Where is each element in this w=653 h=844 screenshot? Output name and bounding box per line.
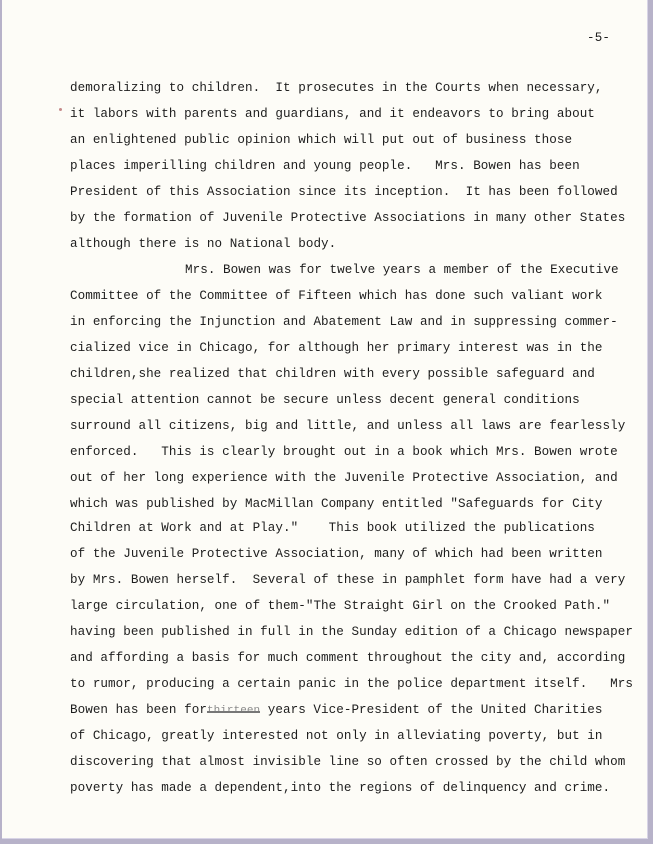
text-line: poverty has made a dependent,into the regions of delinquency and crime.: [70, 781, 611, 795]
struck-out-word: thirteen: [206, 705, 261, 717]
text-line: by Mrs. Bowen herself. Several of these in pamphlet form have had a very: [70, 573, 626, 587]
text-fragment: years Vice-President of the United Charities: [260, 703, 603, 717]
text-line: of Chicago, greatly interested not only in alleviating poverty, but in: [70, 729, 603, 743]
text-line: Committee of the Committee of Fifteen which has done such valiant work: [70, 289, 603, 303]
text-line: children,she realized that children with every possible safeguard and: [70, 367, 595, 381]
text-line: discovering that almost invisible line so often crossed by the child whom: [70, 755, 626, 769]
ink-mark: [59, 108, 62, 111]
text-line: an enlightened public opinion which will put out of business those: [70, 133, 573, 147]
text-line: large circulation, one of them-"The Straight Girl on the Crooked Path.": [70, 599, 611, 613]
text-fragment: Bowen has been for: [70, 703, 207, 717]
text-line: President of this Association since its inception. It has been followed: [70, 185, 618, 199]
text-line: demoralizing to children. It prosecutes in the Courts when necessary,: [70, 81, 603, 95]
text-line: having been published in full in the Sunday edition of a Chicago newspaper: [70, 625, 633, 639]
text-line: Children at Work and at Play." This book utilized the publications: [70, 521, 595, 535]
text-line: enforced. This is clearly brought out in a book which Mrs. Bowen wrote: [70, 445, 618, 459]
text-line: and affording a basis for much comment throughout the city and, according: [70, 651, 626, 665]
text-line: surround all citizens, big and little, and unless all laws are fearlessly: [70, 419, 626, 433]
document-page: [2, 0, 648, 839]
text-line: places imperilling children and young people. Mrs. Bowen has been: [70, 159, 580, 173]
text-line: out of her long experience with the Juvenile Protective Association, and: [70, 471, 618, 485]
text-line: although there is no National body.: [70, 237, 337, 251]
text-line: special attention cannot be secure unless decent general conditions: [70, 393, 580, 407]
page-number: -5-: [587, 31, 611, 45]
text-line: of the Juvenile Protective Association, many of which had been written: [70, 547, 603, 561]
text-line-with-correction: [70, 702, 603, 719]
text-line: to rumor, producing a certain panic in the police department itself. Mrs: [70, 677, 633, 691]
text-line: it labors with parents and guardians, and it endeavors to bring about: [70, 107, 595, 121]
text-line: in enforcing the Injunction and Abatement Law and in suppressing commer-: [70, 315, 618, 329]
text-line: Mrs. Bowen was for twelve years a member of the Executive: [185, 263, 619, 277]
text-line: which was published by MacMillan Company entitled "Safeguards for City: [70, 497, 603, 511]
text-line: cialized vice in Chicago, for although her primary interest was in the: [70, 341, 603, 355]
text-line: by the formation of Juvenile Protective Associations in many other States: [70, 211, 626, 225]
